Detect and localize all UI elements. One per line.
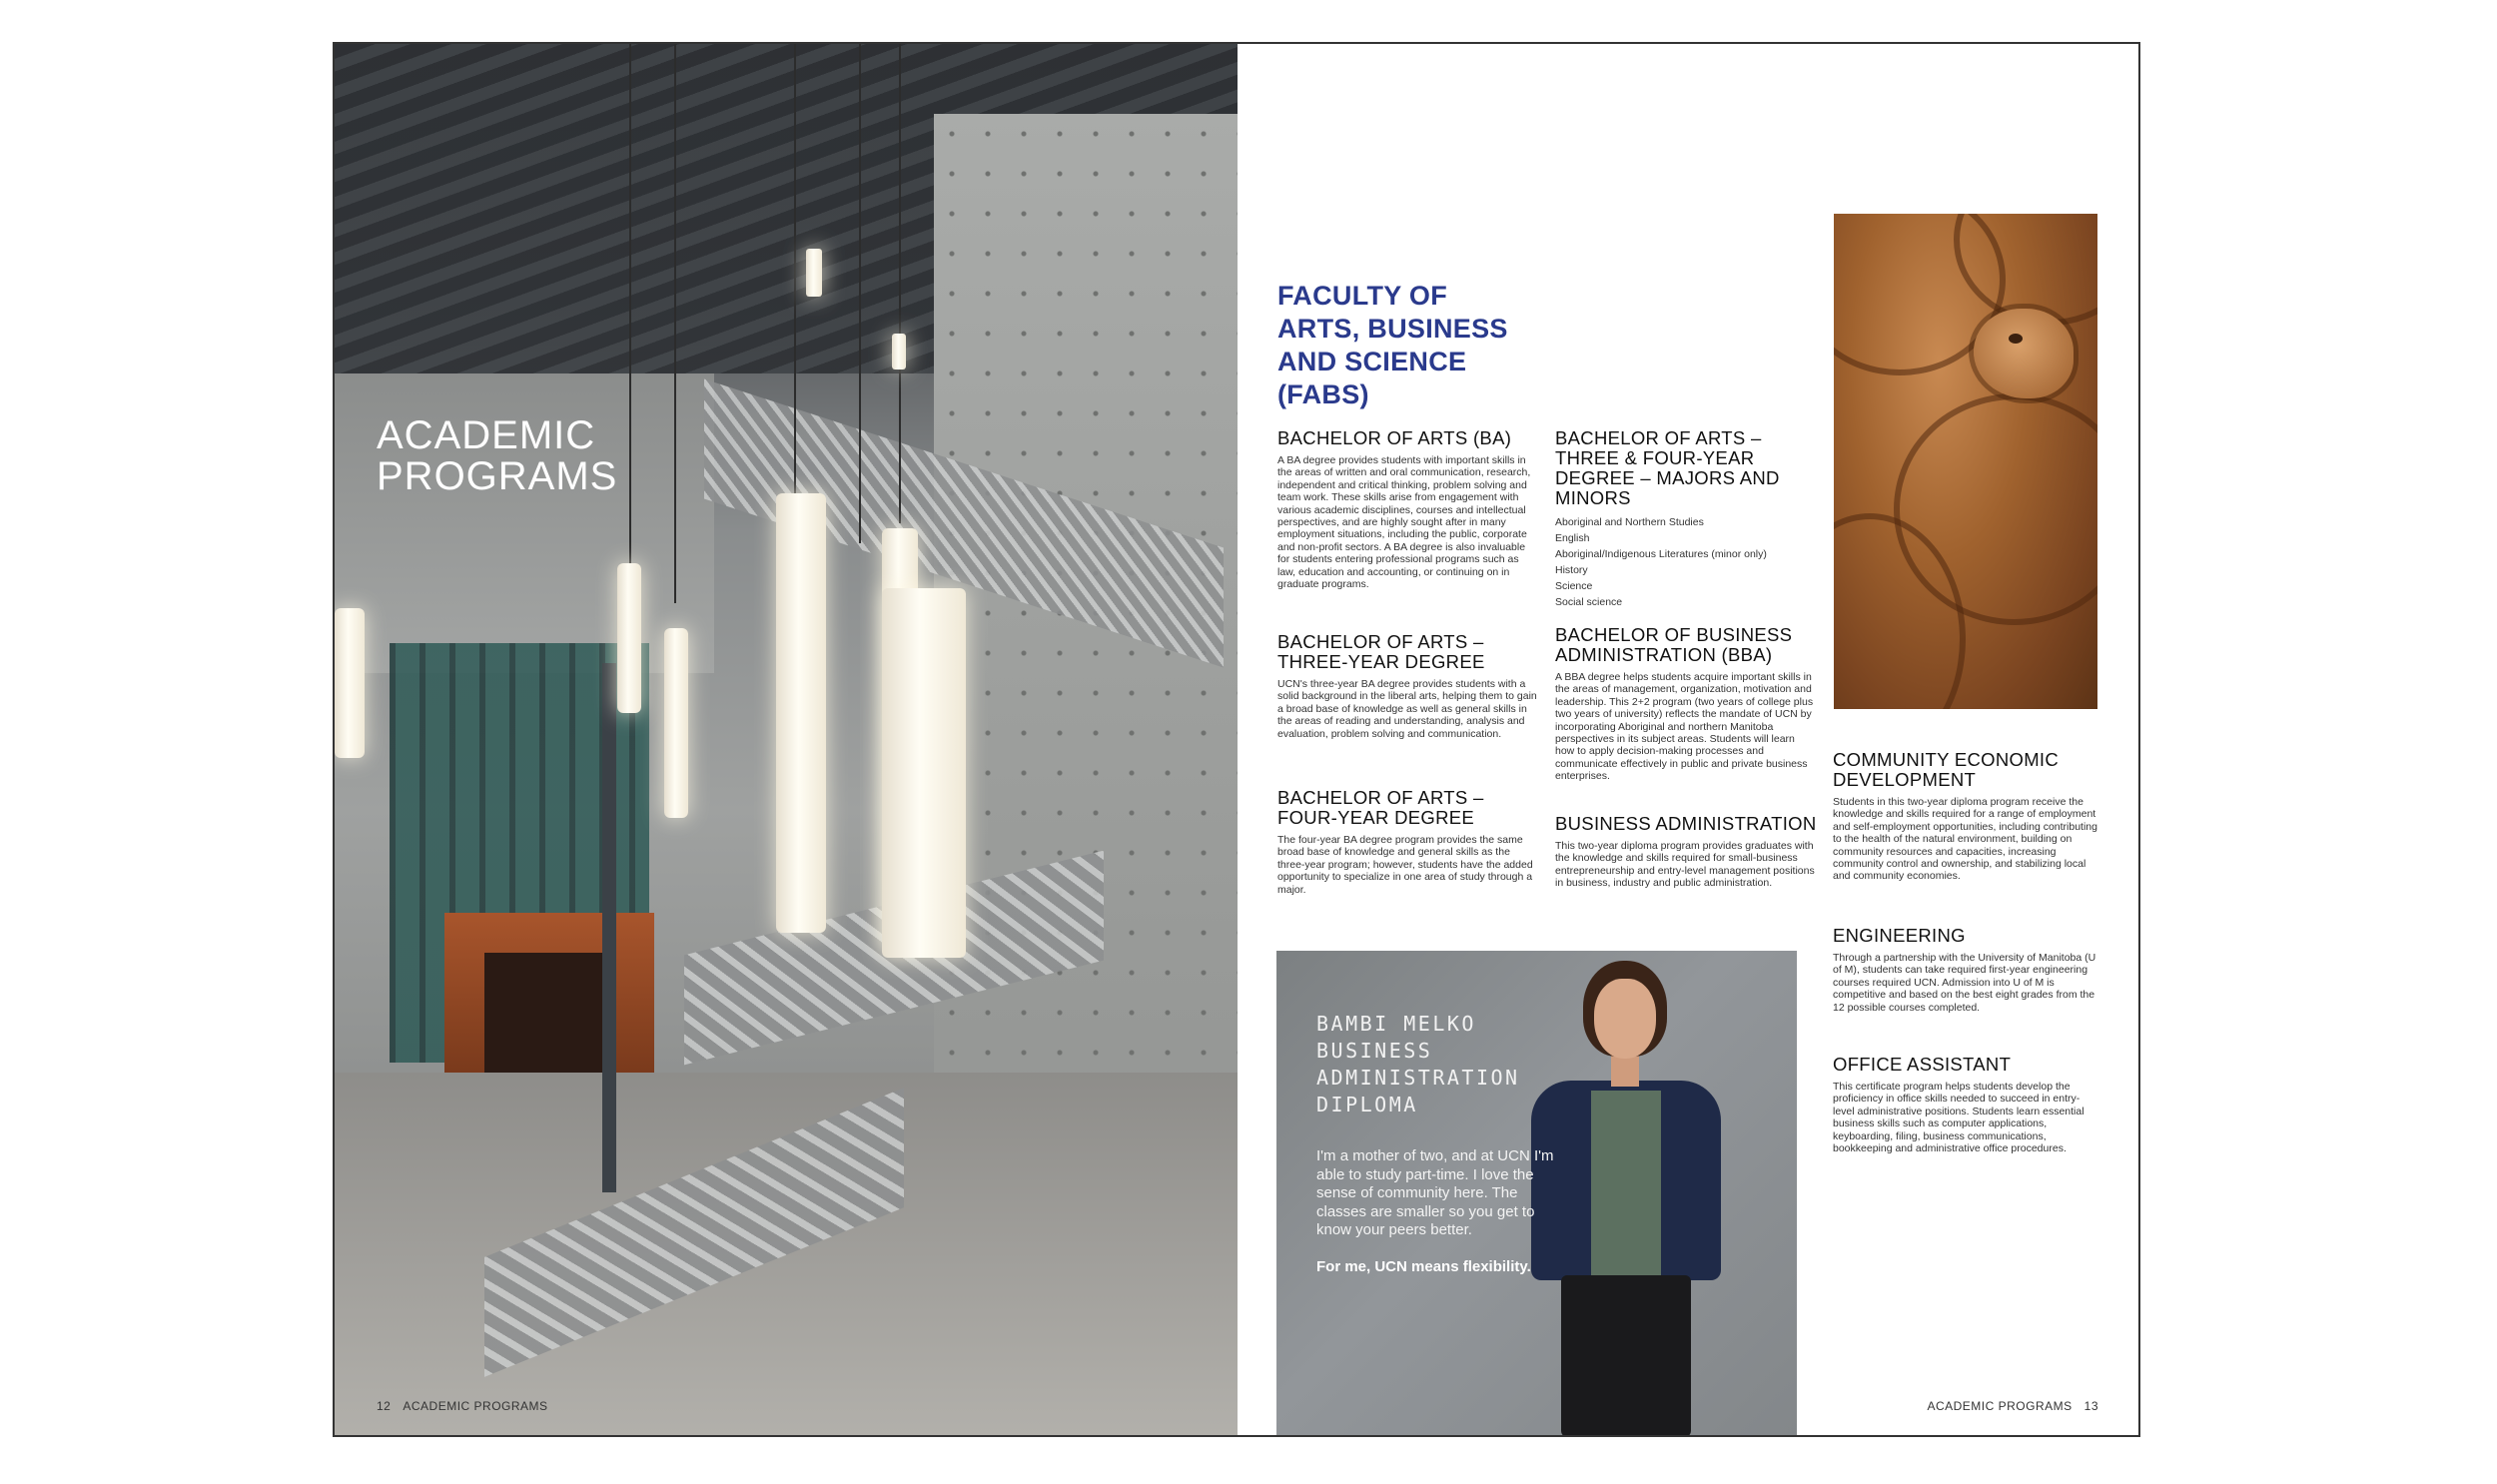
program-community-economic-development — [1833, 750, 2097, 883]
faculty-heading: FACULTY OF ARTS, BUSINESS AND SCIENCE (FABS) — [1277, 281, 1508, 409]
list-item: English — [1555, 532, 1590, 544]
program-description: This two-year diploma program provides graduates with the knowledge and skills required for small-business entrepreneurship and entry-level management positions in business, industry and public administration. — [1555, 840, 1815, 890]
page-title: ACADEMIC PROGRAMS — [377, 413, 618, 498]
program-description: Through a partnership with the University of Manitoba (U of M), students can take required first-year engineering courses required UCN. Admission into U of M is competitive and based on the best eight grades from the 12 possible courses completed. — [1833, 952, 2096, 1014]
folio-label: ACADEMIC PROGRAMS — [403, 1399, 548, 1413]
student-quote: I'm a mother of two, and at UCN I'm able to study part-time. I love the sense of community here. The classes are smaller so you get to know your peers better. — [1316, 1147, 1554, 1239]
program-title: BUSINESS ADMINISTRATION — [1555, 813, 1817, 834]
program-description: A BA degree provides students with important skills in the areas of written and oral communication, research, independent and critical thinking, problem solving and team work. These skills arise from engagement with various academic disciplines, courses and intellectual perspectives, and are highly sought after in many employment situations, including the public, corporate and non-profit sectors. A BA degree is also invaluable for students entering professional programs such as law, education and accounting, or continuing on in graduate programs. — [1277, 454, 1531, 591]
program-description: A BBA degree helps students acquire important skills in the areas of management, organization, motivation and leadership. This 2+2 program (two years of college plus two years of university) reflects the mandate of UCN by incorporating Aboriginal and northern Manitoba perspectives in its subject areas. Students will learn how to apply decision-making processes and communicate effectively in public and private business enterprises. — [1555, 671, 1814, 783]
folio-label: ACADEMIC PROGRAMS — [1927, 1399, 2073, 1413]
student-profile — [1276, 951, 1797, 1437]
wood-carving-photo — [1834, 214, 2097, 709]
pendant-light — [664, 628, 688, 818]
program-description: This certificate program helps students develop the proficiency in office skills needed to succeed in entry-level administrative positions. Students learn essential business skills such as computer applications, keyboarding, filing, business communications, bookkeeping and administrative office procedures. — [1833, 1081, 2084, 1155]
pendant-light — [806, 249, 822, 297]
list-item: Social science — [1555, 596, 1623, 608]
program-ba — [1277, 428, 1539, 590]
program-title: ENGINEERING — [1833, 925, 1966, 946]
brochure-spread — [333, 42, 2140, 1437]
page-number: 13 — [2083, 1399, 2098, 1413]
pendant-light — [882, 588, 966, 958]
program-title: OFFICE ASSISTANT — [1833, 1054, 2012, 1075]
program-title: BACHELOR OF ARTS – THREE & FOUR-YEAR DEGREE – MAJORS AND MINORS — [1555, 427, 1780, 508]
program-title: BACHELOR OF ARTS (BA) — [1277, 427, 1512, 448]
majors-list — [1555, 514, 1815, 610]
wood-entrance — [444, 913, 654, 1073]
atrium-photo — [335, 44, 1238, 1437]
list-item: Aboriginal/Indigenous Literatures (minor only) — [1555, 548, 1767, 560]
program-ba-three-year — [1277, 632, 1539, 740]
pendant-light — [776, 493, 826, 933]
program-business-administration — [1555, 814, 1825, 890]
program-majors-minors — [1555, 428, 1815, 610]
program-title: BACHELOR OF ARTS – FOUR-YEAR DEGREE — [1277, 787, 1484, 828]
pendant-light — [892, 334, 906, 370]
program-title: BACHELOR OF BUSINESS ADMINISTRATION (BBA) — [1555, 624, 1793, 665]
list-item: Science — [1555, 580, 1593, 592]
student-name: BAMBI MELKO BUSINESS ADMINISTRATION DIPLOMA — [1316, 1012, 1520, 1116]
program-office-assistant — [1833, 1055, 2097, 1154]
program-bba — [1555, 625, 1817, 783]
page-number: 12 — [377, 1399, 392, 1413]
pendant-light — [617, 563, 641, 713]
folio-right — [1927, 1399, 2098, 1413]
folio-left — [377, 1399, 548, 1413]
pendant-light — [335, 608, 365, 758]
list-item: Aboriginal and Northern Studies — [1555, 516, 1704, 528]
program-title: COMMUNITY ECONOMIC DEVELOPMENT — [1833, 749, 2060, 790]
program-description: UCN's three-year BA degree provides students with a solid background in the liberal arts, helping them to gain a broad base of knowledge as well as general skills in the areas of reading and understanding, analysis and evaluation, problem solving and communication. — [1277, 678, 1537, 740]
steel-column — [602, 663, 616, 1192]
program-description: The four-year BA degree program provides the same broad base of knowledge and general skills as the three-year program; however, students have the added opportunity to specialize in one area of study through a major. — [1277, 834, 1533, 896]
program-engineering — [1833, 926, 2097, 1014]
student-tagline: For me, UCN means flexibility. — [1316, 1258, 1531, 1275]
program-description: Students in this two-year diploma program receive the knowledge and skills required for a range of employment and self-employment opportunities, including contributing to the health of the natural environment, building on community resources and capacities, increasing community control and ownership, and stabilizing local and community economies. — [1833, 796, 2097, 883]
list-item: History — [1555, 564, 1588, 576]
program-ba-four-year — [1277, 788, 1539, 896]
program-title: BACHELOR OF ARTS – THREE-YEAR DEGREE — [1277, 631, 1485, 672]
